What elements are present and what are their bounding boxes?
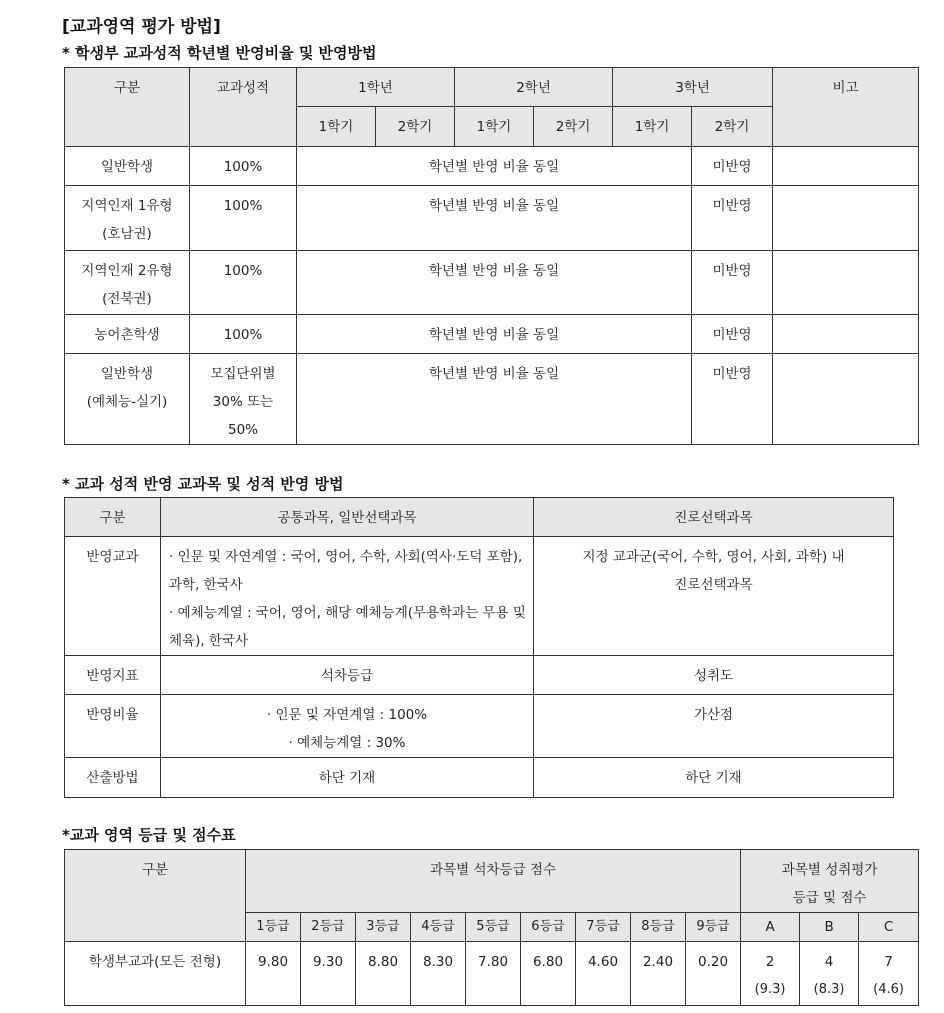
common-ratio-cell [161, 695, 534, 758]
section3-title: *교과 영역 등급 및 점수표 [62, 826, 236, 844]
row-excluded: 미반영 [692, 315, 773, 354]
score-level-b [800, 942, 859, 1006]
header-achievement-line2: 등급 및 점수 [792, 890, 867, 906]
header-y2-sem2: 2학기 [534, 107, 613, 147]
score-level-a-sub: (9.3) [754, 982, 786, 997]
row-excluded: 미반영 [692, 186, 773, 251]
header-grade-6: 6등급 [521, 913, 576, 942]
career-index-cell: 성취도 [534, 656, 894, 695]
score-level-c-sub: (4.6) [873, 982, 904, 997]
header-year2: 2학년 [455, 68, 613, 107]
header-grade-score: 교과성적 [190, 68, 297, 147]
header-y3-sem2: 2학기 [692, 107, 773, 147]
score-level-c [859, 942, 919, 1006]
row-score [190, 354, 297, 445]
row-category-text: 농어촌학생 [94, 327, 160, 343]
row-label: 산출방법 [65, 758, 161, 798]
table-row [65, 354, 919, 445]
table-row [65, 251, 919, 315]
row-score: 100% [190, 315, 297, 354]
common-method-cell: 하단 기재 [161, 758, 534, 798]
score-grade-1: 9.80 [246, 942, 301, 1006]
row-score: 100% [190, 251, 297, 315]
header-year3: 3학년 [613, 68, 773, 107]
row-category [65, 354, 190, 445]
score-grade-3: 8.80 [356, 942, 411, 1006]
table-row [65, 147, 919, 186]
header-y1-sem2: 2학기 [376, 107, 455, 147]
row-ratio: 학년별 반영 비율 동일 [297, 251, 692, 315]
row-category-text: 지역인재 2유형 [81, 263, 173, 279]
table-row [65, 186, 919, 251]
row-score-line3: 50% [227, 422, 258, 438]
row-category [65, 186, 190, 251]
subject-method-table [64, 497, 894, 798]
table-row [65, 695, 894, 758]
header-grade-3: 3등급 [356, 913, 411, 942]
table-row [65, 942, 919, 1006]
header-career-subjects: 진로선택과목 [534, 498, 894, 537]
header-note: 비고 [773, 68, 919, 147]
career-subjects-cell [534, 537, 894, 656]
common-subjects-cell [161, 537, 534, 656]
score-level-a [741, 942, 800, 1006]
row-category-subtext: (예체능-실기) [86, 394, 168, 410]
score-grade-6: 6.80 [521, 942, 576, 1006]
score-grade-5: 7.80 [466, 942, 521, 1006]
section1-title: * 학생부 교과성적 학년별 반영비율 및 반영방법 [62, 44, 377, 62]
grade-ratio-table [64, 67, 919, 445]
career-method-cell: 하단 기재 [534, 758, 894, 798]
common-subjects-line: · 인문 및 자연계열 : 국어, 영어, 수학, 사회(역사·도덕 포함), 과학, 한국사 [169, 549, 523, 593]
header-level-c: C [859, 913, 919, 942]
header-year1: 1학년 [297, 68, 455, 107]
header-grade-1: 1등급 [246, 913, 301, 942]
header-achievement [741, 850, 919, 913]
header-common-subjects: 공통과목, 일반선택과목 [161, 498, 534, 537]
header-grade-8: 8등급 [631, 913, 686, 942]
row-ratio: 학년별 반영 비율 동일 [297, 354, 692, 445]
career-subjects-line: 지정 교과군(국어, 수학, 영어, 사회, 과학) 내 [582, 549, 845, 565]
row-excluded: 미반영 [692, 354, 773, 445]
row-score-line1: 모집단위별 [210, 366, 276, 382]
header-achievement-line1: 과목별 성취평가 [781, 862, 878, 878]
row-score: 100% [190, 147, 297, 186]
row-category-text: 일반학생 [100, 366, 154, 382]
header-level-a: A [741, 913, 800, 942]
common-subjects-line: · 예체능계열 : 국어, 영어, 해당 예체능계(무용학과는 무용 및 체육), 한국사 [169, 605, 526, 649]
row-note [773, 147, 919, 186]
row-note [773, 186, 919, 251]
row-note [773, 315, 919, 354]
row-category-subtext: (전북권) [102, 291, 152, 307]
row-score-line2: 30% 또는 [212, 394, 274, 410]
page-title: [교과영역 평가 방법] [62, 17, 221, 37]
table-row [65, 315, 919, 354]
grade-score-table [64, 849, 919, 1006]
row-label: 학생부교과(모든 전형) [65, 942, 246, 1006]
section2-title: * 교과 성적 반영 교과목 및 성적 반영 방법 [62, 475, 344, 493]
score-grade-4: 8.30 [411, 942, 466, 1006]
common-ratio-line: · 인문 및 자연계열 : 100% [266, 707, 428, 723]
score-grade-7: 4.60 [576, 942, 631, 1006]
score-level-b-sub: (8.3) [813, 982, 845, 997]
row-ratio: 학년별 반영 비율 동일 [297, 315, 692, 354]
row-category-subtext: (호남권) [102, 226, 152, 242]
row-excluded: 미반영 [692, 251, 773, 315]
row-label: 반영지표 [65, 656, 161, 695]
header-y3-sem1: 1학기 [613, 107, 692, 147]
row-score: 100% [190, 186, 297, 251]
header-rank-scores: 과목별 석차등급 점수 [246, 850, 741, 913]
header-category: 구분 [65, 68, 190, 147]
header-level-b: B [800, 913, 859, 942]
score-grade-8: 2.40 [631, 942, 686, 1006]
score-grade-2: 9.30 [301, 942, 356, 1006]
header-category: 구분 [65, 498, 161, 537]
row-category [65, 251, 190, 315]
score-level-a-value: 2 [765, 954, 775, 970]
header-grade-4: 4등급 [411, 913, 466, 942]
header-grade-9: 9등급 [686, 913, 741, 942]
row-note [773, 251, 919, 315]
row-category [65, 147, 190, 186]
header-y1-sem1: 1학기 [297, 107, 376, 147]
table-row [65, 537, 894, 656]
score-level-b-value: 4 [824, 954, 834, 970]
row-category-text: 일반학생 [100, 159, 154, 175]
row-category [65, 315, 190, 354]
score-level-c-value: 7 [884, 954, 893, 970]
row-excluded: 미반영 [692, 147, 773, 186]
career-ratio-cell: 가산점 [534, 695, 894, 758]
row-note [773, 354, 919, 445]
header-y2-sem1: 1학기 [455, 107, 534, 147]
row-ratio: 학년별 반영 비율 동일 [297, 186, 692, 251]
row-label: 반영교과 [65, 537, 161, 656]
table-row [65, 656, 894, 695]
row-label: 반영비율 [65, 695, 161, 758]
common-ratio-line: · 예체능계열 : 30% [288, 735, 406, 751]
header-grade-7: 7등급 [576, 913, 631, 942]
header-grade-5: 5등급 [466, 913, 521, 942]
header-category: 구분 [65, 850, 246, 942]
table-row [65, 758, 894, 798]
score-grade-9: 0.20 [686, 942, 741, 1006]
row-ratio: 학년별 반영 비율 동일 [297, 147, 692, 186]
common-index-cell: 석차등급 [161, 656, 534, 695]
row-category-text: 지역인재 1유형 [81, 198, 173, 214]
career-subjects-line: 진로선택과목 [674, 577, 753, 593]
header-grade-2: 2등급 [301, 913, 356, 942]
